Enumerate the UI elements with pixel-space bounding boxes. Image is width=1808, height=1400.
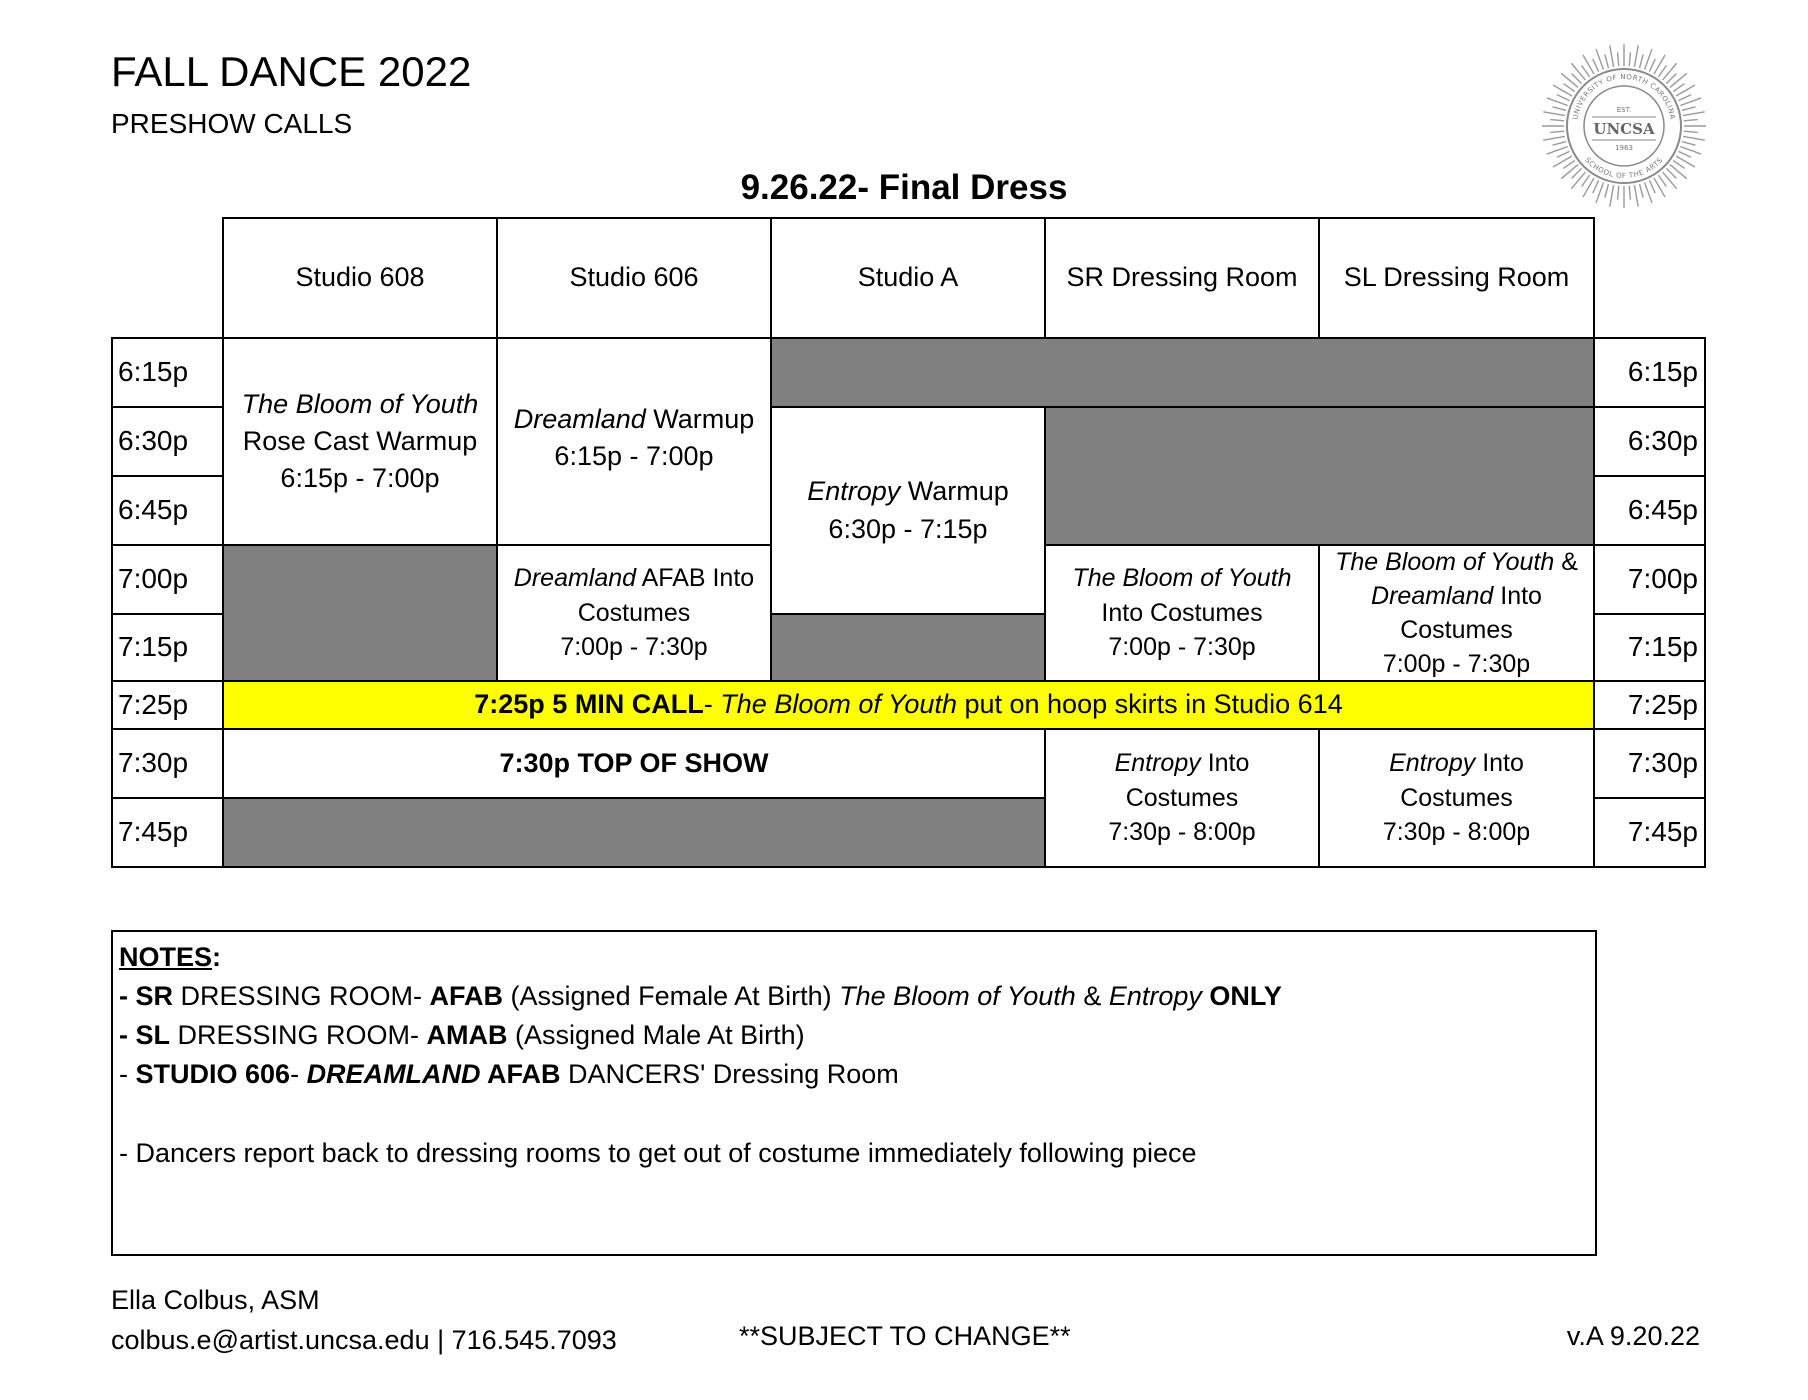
dreamland-costumes-line2: Costumes bbox=[577, 598, 691, 627]
note-sr-g: Entropy bbox=[1108, 981, 1202, 1012]
five-min-call-rest: put on hoop skirts in Studio 614 bbox=[956, 689, 1343, 720]
time-right-730: 7:30p bbox=[1593, 728, 1706, 799]
dreamland-costumes-cell bbox=[496, 544, 772, 682]
note-606-c: - bbox=[290, 1059, 307, 1090]
note-sl-c: AMAB bbox=[426, 1020, 508, 1051]
note-sl-d: (Assigned Male At Birth) bbox=[507, 1020, 805, 1051]
dreamland-warmup-title: Dreamland bbox=[513, 404, 646, 434]
footer-notice: **SUBJECT TO CHANGE** bbox=[739, 1321, 1071, 1351]
column-header-studio-606: Studio 606 bbox=[496, 217, 772, 339]
time-right-715: 7:15p bbox=[1593, 613, 1706, 682]
bloom-dreamland-time: 7:00p - 7:30p bbox=[1382, 650, 1531, 678]
seal-top-text: UNIVERSITY OF NORTH CAROLINA bbox=[1571, 72, 1677, 121]
footer-version: v.A 9.20.22 bbox=[1566, 1321, 1700, 1351]
entropy-sr-cell bbox=[1044, 728, 1320, 868]
time-right-645: 6:45p bbox=[1593, 475, 1706, 546]
note-sl-a: - SL bbox=[119, 1020, 170, 1051]
bloom-warmup-time: 6:15p - 7:00p bbox=[280, 463, 440, 494]
time-left-725: 7:25p bbox=[111, 680, 224, 730]
note-report-back: - Dancers report back to dressing rooms to get out of costume immediately following piece bbox=[119, 1137, 1197, 1168]
notes-heading: NOTES bbox=[119, 942, 213, 972]
dreamland-costumes-time: 7:00p - 7:30p bbox=[560, 633, 708, 662]
notes-colon: : bbox=[212, 942, 222, 972]
bloom-costumes-time: 7:00p - 7:30p bbox=[1108, 633, 1256, 662]
seal-est: EST. bbox=[1616, 106, 1632, 114]
column-header-sl-dressing-room: SL Dressing Room bbox=[1318, 217, 1595, 339]
note-sr-c: AFAB bbox=[429, 981, 504, 1012]
top-of-show-cell: 7:30p TOP OF SHOW bbox=[222, 728, 1046, 799]
document-title: FALL DANCE 2022 bbox=[111, 48, 472, 95]
time-left-715: 7:15p bbox=[111, 613, 224, 682]
note-606-e: AFAB bbox=[480, 1059, 561, 1090]
note-606-b: STUDIO 606 bbox=[135, 1059, 291, 1090]
entropy-warmup-cell bbox=[770, 406, 1046, 615]
seal-year: 1963 bbox=[1615, 144, 1633, 152]
column-header-sr-dressing-room: SR Dressing Room bbox=[1044, 217, 1320, 339]
blocked-cell bbox=[222, 544, 498, 682]
entropy-sl-cell bbox=[1318, 728, 1595, 868]
dreamland-warmup-time: 6:15p - 7:00p bbox=[554, 441, 714, 472]
note-sr-d: (Assigned Female At Birth) bbox=[503, 981, 840, 1012]
note-606-a: - bbox=[119, 1059, 136, 1090]
time-left-630: 6:30p bbox=[111, 406, 224, 477]
entropy-sr-line2: Costumes bbox=[1125, 783, 1239, 812]
entropy-sl-time: 7:30p - 8:00p bbox=[1382, 818, 1531, 847]
notes-box bbox=[111, 930, 1597, 1256]
entropy-warmup-time: 6:30p - 7:15p bbox=[828, 513, 988, 544]
uncsa-seal-icon bbox=[1540, 42, 1708, 210]
time-right-745: 7:45p bbox=[1593, 797, 1706, 868]
column-header-studio-608: Studio 608 bbox=[222, 217, 498, 339]
bloom-warmup-label: Rose Cast Warmup bbox=[242, 425, 478, 456]
entropy-sl-title: Entropy bbox=[1389, 749, 1476, 778]
bloom-warmup-cell bbox=[222, 337, 498, 546]
bloom-dreamland-amp: & bbox=[1554, 548, 1578, 576]
column-header-studio-a: Studio A bbox=[770, 217, 1046, 339]
footer-name: Ella Colbus, ASM bbox=[111, 1285, 320, 1315]
bloom-dreamland-line3: Costumes bbox=[1400, 616, 1513, 644]
blocked-cell bbox=[222, 797, 1046, 868]
entropy-warmup-label: Warmup bbox=[900, 476, 1009, 507]
five-min-call-dash: - bbox=[703, 689, 721, 720]
seal-bottom-text: SCHOOL OF THE ARTS bbox=[1583, 156, 1665, 181]
blocked-cell bbox=[1044, 406, 1595, 546]
five-min-call-italic: The Bloom of Youth bbox=[720, 689, 957, 720]
note-sr-a: - SR bbox=[119, 981, 173, 1012]
bloom-costumes-cell bbox=[1044, 544, 1320, 682]
time-left-745: 7:45p bbox=[111, 797, 224, 868]
blocked-cell bbox=[770, 613, 1046, 682]
bloom-dreamland-title: The Bloom of Youth bbox=[1335, 548, 1555, 576]
time-right-630: 6:30p bbox=[1593, 406, 1706, 477]
dreamland-costumes-label: AFAB Into bbox=[636, 564, 755, 593]
note-sr-e: The Bloom of Youth bbox=[839, 981, 1076, 1012]
dreamland-costumes-title: Dreamland bbox=[513, 564, 637, 593]
time-left-645: 6:45p bbox=[111, 475, 224, 546]
entropy-warmup-title: Entropy bbox=[807, 476, 901, 507]
entropy-sr-time: 7:30p - 8:00p bbox=[1108, 818, 1256, 847]
schedule-heading: 9.26.22- Final Dress bbox=[740, 168, 1068, 207]
entropy-sl-line2: Costumes bbox=[1400, 783, 1513, 812]
entropy-sl-label: Into bbox=[1475, 749, 1524, 778]
note-sr-f: & bbox=[1075, 981, 1109, 1012]
time-left-615: 6:15p bbox=[111, 337, 224, 408]
note-sl-b: DRESSING ROOM- bbox=[170, 1020, 427, 1051]
five-min-call-bold: 7:25p 5 MIN CALL bbox=[474, 689, 704, 720]
dreamland-warmup-cell bbox=[496, 337, 772, 546]
bloom-costumes-title: The Bloom of Youth bbox=[1072, 564, 1292, 593]
time-left-700: 7:00p bbox=[111, 544, 224, 615]
bloom-warmup-title: The Bloom of Youth bbox=[241, 388, 479, 419]
time-right-700: 7:00p bbox=[1593, 544, 1706, 615]
entropy-sr-title: Entropy bbox=[1114, 749, 1201, 778]
note-sr-b: DRESSING ROOM- bbox=[173, 981, 430, 1012]
footer-contact: colbus.e@artist.uncsa.edu | 716.545.7093 bbox=[111, 1325, 617, 1355]
bloom-costumes-line2: Into Costumes bbox=[1101, 598, 1263, 627]
time-right-615: 6:15p bbox=[1593, 337, 1706, 408]
dreamland-warmup-label: Warmup bbox=[645, 404, 755, 434]
blocked-cell bbox=[770, 337, 1595, 408]
note-sr-h: ONLY bbox=[1201, 981, 1282, 1012]
note-606-f: DANCERS' Dressing Room bbox=[560, 1059, 899, 1090]
five-min-call-banner bbox=[222, 680, 1595, 730]
time-left-730: 7:30p bbox=[111, 728, 224, 799]
note-606-d: DREAMLAND bbox=[306, 1059, 481, 1090]
note-sr bbox=[119, 977, 1589, 1016]
bloom-dreamland-title2: Dreamland bbox=[1371, 582, 1494, 610]
document-subtitle: PRESHOW CALLS bbox=[111, 108, 353, 139]
note-studio-606 bbox=[119, 1055, 1589, 1094]
entropy-sr-label: Into bbox=[1200, 749, 1250, 778]
seal-name: UNCSA bbox=[1593, 120, 1655, 138]
bloom-dreamland-label: Into bbox=[1493, 582, 1542, 610]
time-right-725: 7:25p bbox=[1593, 680, 1706, 730]
bloom-dreamland-costumes-cell bbox=[1318, 544, 1595, 682]
note-sl bbox=[119, 1016, 1589, 1055]
